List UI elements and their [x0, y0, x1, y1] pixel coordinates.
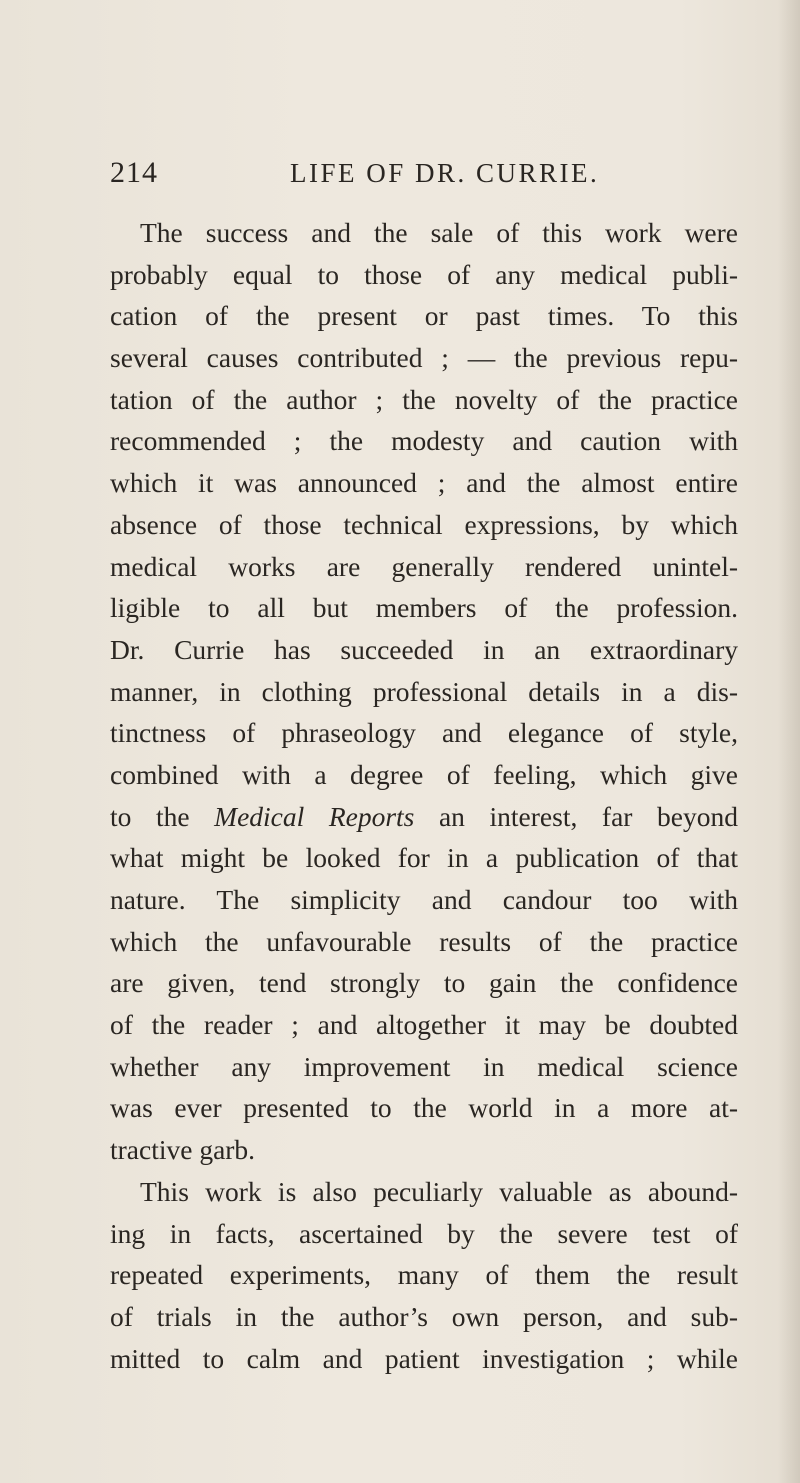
text-line: what might be looked for in a publication of that	[110, 842, 738, 874]
text-line: which the unfavourable results of the practice	[110, 925, 738, 957]
text-line: cation of the present or past times. To this	[110, 300, 738, 332]
text-line: tation of the author ; the novelty of the practice	[110, 383, 738, 415]
page-header	[110, 156, 740, 196]
text-line: of trials in the author’s own person, and sub-	[110, 1300, 738, 1332]
text-line: of the reader ; and altogether it may be doubted	[110, 1009, 738, 1041]
text-line: tractive garb.	[110, 1134, 256, 1166]
text-line: repeated experiments, many of them the result	[110, 1259, 738, 1291]
text-line: nature. The simplicity and candour too with	[110, 884, 738, 915]
text-line-italic-title	[110, 796, 738, 838]
running-head: LIFE OF DR. CURRIE.	[290, 158, 600, 188]
text-line: medical works are generally rendered unintel-	[110, 550, 738, 582]
text-line: was ever presented to the world in a more at-	[110, 1092, 738, 1124]
text-line: absence of those technical expressions, by which	[110, 508, 738, 540]
page-edge-shadow	[778, 0, 800, 1483]
text-line: Dr. Currie has succeeded in an extraordinary	[110, 633, 738, 665]
text-line: manner, in clothing professional details in a dis-	[110, 675, 738, 707]
text-line: ing in facts, ascertained by the severe test of	[110, 1217, 738, 1249]
text-line: ligible to all but members of the profession.	[110, 592, 738, 624]
text-line: The success and the sale of this work were	[140, 217, 738, 248]
text-line: which it was announced ; and the almost entire	[110, 467, 738, 499]
text-line: combined with a degree of feeling, which give	[110, 758, 738, 790]
text-line: recommended ; the modesty and caution with	[110, 425, 738, 457]
text-line: are given, tend strongly to gain the confidence	[110, 967, 738, 999]
text-line: to the Medical Reports an interest, far beyond	[110, 800, 738, 832]
italic-title: Medical Reports	[214, 800, 415, 832]
text-line: mitted to calm and patient investigation ; while	[110, 1342, 738, 1374]
text-line: whether any improvement in medical science	[110, 1050, 738, 1082]
page-number: 214	[110, 156, 158, 189]
body-text	[110, 212, 738, 1379]
text-line: This work is also peculiarly valuable as abound-	[140, 1175, 738, 1207]
text-line: tinctness of phraseology and elegance of style,	[110, 717, 738, 749]
text-line: probably equal to those of any medical publi-	[110, 258, 738, 290]
text-line: several causes contributed ; — the previous repu-	[110, 342, 738, 374]
